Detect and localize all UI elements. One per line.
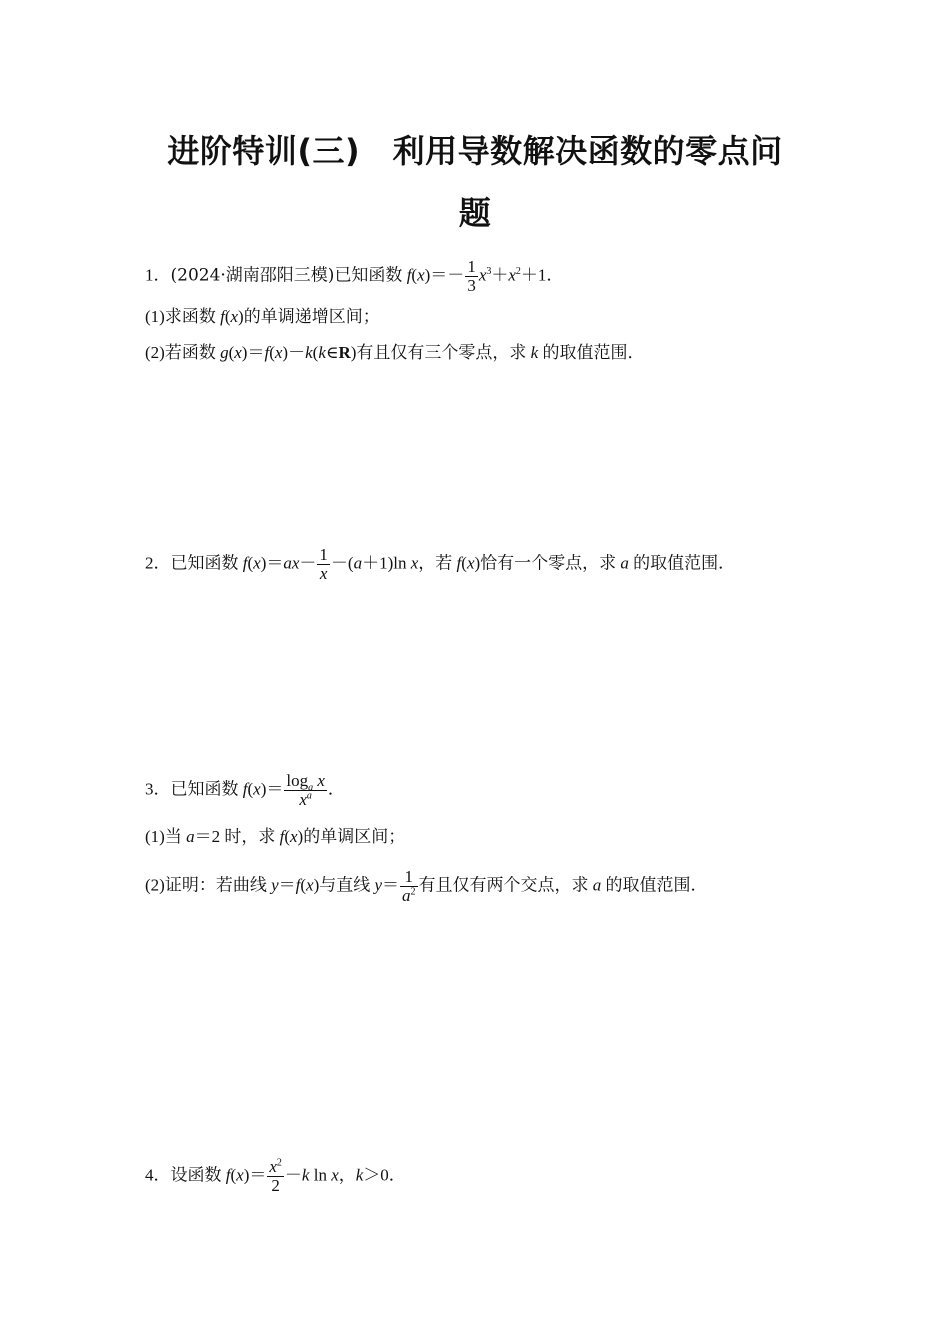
page-title: 进阶特训(三) 利用导数解决函数的零点问 [167, 132, 783, 170]
question-number: 4． [145, 1165, 171, 1185]
question-text: 已知函数 [334, 265, 403, 285]
fraction: $\frac{1}{a^2}$ [402, 867, 416, 905]
question-source: (2024·湖南邵阳三模) [170, 265, 335, 286]
question-1-stem: 1．(2024·湖南邵阳三模)已知函数 f(x)＝－ $\frac{1}{3}$ $x^3+x^2+1$． [145, 257, 564, 295]
question-3-part-2: (2)证明：若曲线 y＝f(x)与直线 y＝ $\frac{1}{a^2}$ 有且仅有两个交点，求 a 的取值范围． [145, 867, 708, 905]
question-2-stem: 2．已知函数 f(x)＝ax－ $\frac{1}{x}$ －(a＋1)ln x，若 f(x)恰有一个零点，求 a 的取值范围． [145, 545, 736, 583]
fraction: $\frac{\log_a x}{x^a}$ [286, 771, 325, 809]
fraction: $\frac{x^2}{2}$ [269, 1157, 282, 1195]
question-number: 2． [145, 553, 171, 573]
question-3-part-1: (1)当 a＝2 时，求 f(x)的单调区间； [145, 827, 406, 846]
question-number: 3． [145, 779, 171, 799]
question-3-stem: 3．已知函数 f(x)＝ $\frac{\log_a x}{x^a}$ ． [145, 771, 345, 809]
fraction: $\frac{1}{x}$ [319, 545, 328, 583]
question-4-stem: 4．设函数 f(x)＝ $\frac{x^2}{2}$ －k ln x，k＞0． [145, 1157, 406, 1195]
question-1-part-1: (1)求函数 f(x)的单调递增区间； [145, 307, 380, 326]
fraction: $\frac{1}{3}$ [467, 257, 476, 295]
question-1-part-2: (2)若函数 g(x)＝f(x)－k(k∈R)有且仅有三个零点，求 k 的取值范围． [145, 343, 645, 362]
page-title-continued: 题 [458, 194, 492, 232]
question-number: 1． [145, 265, 171, 285]
